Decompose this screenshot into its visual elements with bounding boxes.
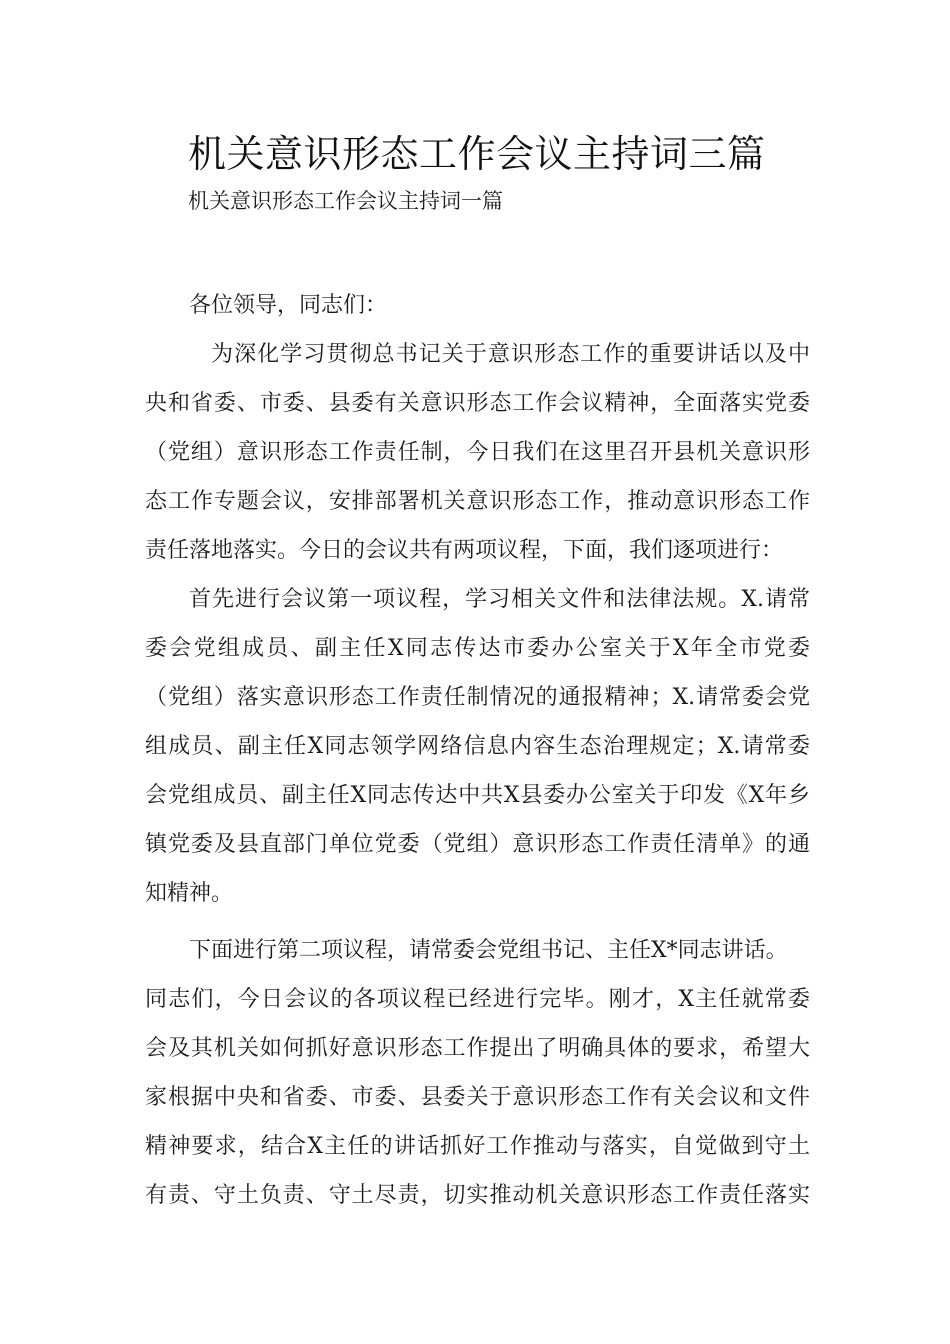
paragraph-closing [145,975,810,1220]
paragraph-line: （党组）落实意识形态工作责任制情况的通报精神；X.请常委会党 [145,685,810,710]
paragraph-line: 态工作专题会议，安排部署机关意识形态工作，推动意识形态工作 [145,489,810,514]
paragraph-line: 精神要求，结合X主任的讲话抓好工作推动与落实，自觉做到守土 [145,1134,810,1159]
paragraph-line: 央和省委、市委、县委有关意识形态工作会议精神，全面落实党委 [145,391,810,416]
document-subtitle: 机关意识形态工作会议主持词一篇 [188,189,503,213]
paragraph-agenda-one [145,575,810,918]
document-body [145,281,810,1220]
paragraph-line: 会及其机关如何抓好意识形态工作提出了明确具体的要求，希望大 [145,1036,810,1061]
paragraph-line: 镇党委及县直部门单位党委（党组）意识形态工作责任清单》的通 [145,832,810,857]
paragraph-line: 首先进行会议第一项议程，学习相关文件和法律法规。X.请常 [189,587,810,612]
paragraph-line: 有责、守土负责、守土尽责，切实推动机关意识形态工作责任落实 [145,1183,810,1208]
paragraph-line: 家根据中央和省委、市委、县委关于意识形态工作有关会议和文件 [145,1085,810,1110]
paragraph-line: （党组）意识形态工作责任制，今日我们在这里召开县机关意识形 [145,440,810,465]
paragraph-agenda-two [145,926,810,975]
paragraph-line: 组成员、副主任X同志领学网络信息内容生态治理规定；X.请常委 [145,734,810,759]
paragraph-line: 知精神。 [145,881,234,906]
paragraph-line: 委会党组成员、副主任X同志传达市委办公室关于X年全市党委 [145,636,810,661]
document-title: 机关意识形态工作会议主持词三篇 [188,132,766,176]
greeting-line: 各位领导，同志们： [189,293,388,318]
paragraph-line: 同志们，今日会议的各项议程已经进行完毕。刚才，X主任就常委 [145,987,810,1012]
paragraph-line: 下面进行第二项议程，请常委会党组书记、主任X*同志讲话。 [189,938,788,963]
paragraph-line: 责任落地落实。今日的会议共有两项议程，下面，我们逐项进行： [145,538,784,563]
paragraph-opening [145,330,810,575]
paragraph-line: 会党组成员、副主任X同志传达中共X县委办公室关于印发《X年乡 [145,783,810,808]
paragraph-line: 为深化学习贯彻总书记关于意识形态工作的重要讲话以及中 [211,342,810,367]
